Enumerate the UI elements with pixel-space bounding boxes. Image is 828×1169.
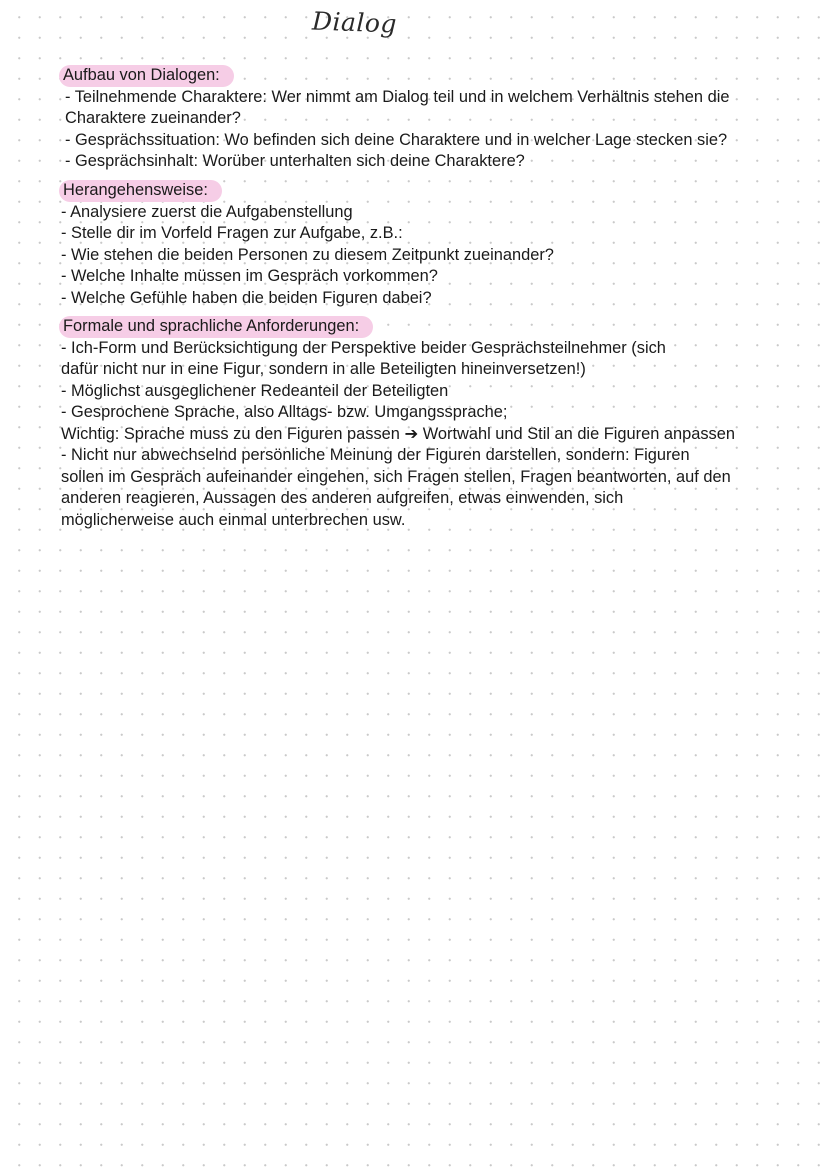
text-line: - Welche Gefühle haben die beiden Figuren dabei?	[61, 288, 432, 307]
page-title: Dialog	[311, 6, 398, 39]
section-heading: Formale und sprachliche Anforderungen:	[59, 316, 373, 338]
text-line: - Möglichst ausgeglichener Redeanteil der Beteiligten	[61, 381, 449, 400]
text-line: - Gesprochene Sprache, also Alltags- bzw. Umgangssprache;	[61, 403, 508, 421]
text-line: möglicherweise auch einmal unterbrechen usw.	[61, 510, 406, 529]
text-line: Wichtig: Sprache muss zu den Figuren passen ➔ Wortwahl und Stil an die Figuren anpassen	[61, 424, 735, 443]
text-line: sollen im Gespräch aufeinander eingehen, sich Fragen stellen, Fragen beantworten, auf den	[61, 467, 731, 486]
section-heading: Herangehensweise:	[59, 180, 222, 202]
text-line: - Teilnehmende Charaktere: Wer nimmt am Dialog teil und in welchem Verhältnis stehen die	[65, 87, 730, 106]
text-line: anderen reagieren, Aussagen des anderen aufgreifen, etwas einwenden, sich	[61, 489, 624, 507]
text-line: - Gesprächssituation: Wo befinden sich deine Charaktere und in welcher Lage stecken sie?	[65, 130, 728, 149]
text-line: - Welche Inhalte müssen im Gespräch vorkommen?	[61, 267, 438, 285]
section-herangehensweise	[61, 180, 821, 309]
text-line: - Nicht nur abwechselnd persönliche Meinung der Figuren darstellen, sondern: Figuren	[61, 446, 690, 464]
text-line: - Wie stehen die beiden Personen zu diesem Zeitpunkt zueinander?	[61, 245, 554, 264]
text-line: - Ich-Form und Berücksichtigung der Perspektive beider Gesprächsteilnehmer (sich	[61, 338, 666, 357]
text-line: - Stelle dir im Vorfeld Fragen zur Aufgabe, z.B.:	[61, 224, 403, 242]
section-anforderungen	[61, 316, 821, 531]
section-heading: Aufbau von Dialogen:	[59, 65, 234, 87]
text-line: - Analysiere zuerst die Aufgabenstellung	[61, 202, 353, 221]
text-line: - Gesprächsinhalt: Worüber unterhalten sich deine Charaktere?	[65, 152, 525, 170]
text-line: Charaktere zueinander?	[65, 109, 241, 127]
section-aufbau	[61, 65, 821, 173]
text-line: dafür nicht nur in eine Figur, sondern in alle Beteiligten hineinversetzen!)	[61, 360, 586, 378]
